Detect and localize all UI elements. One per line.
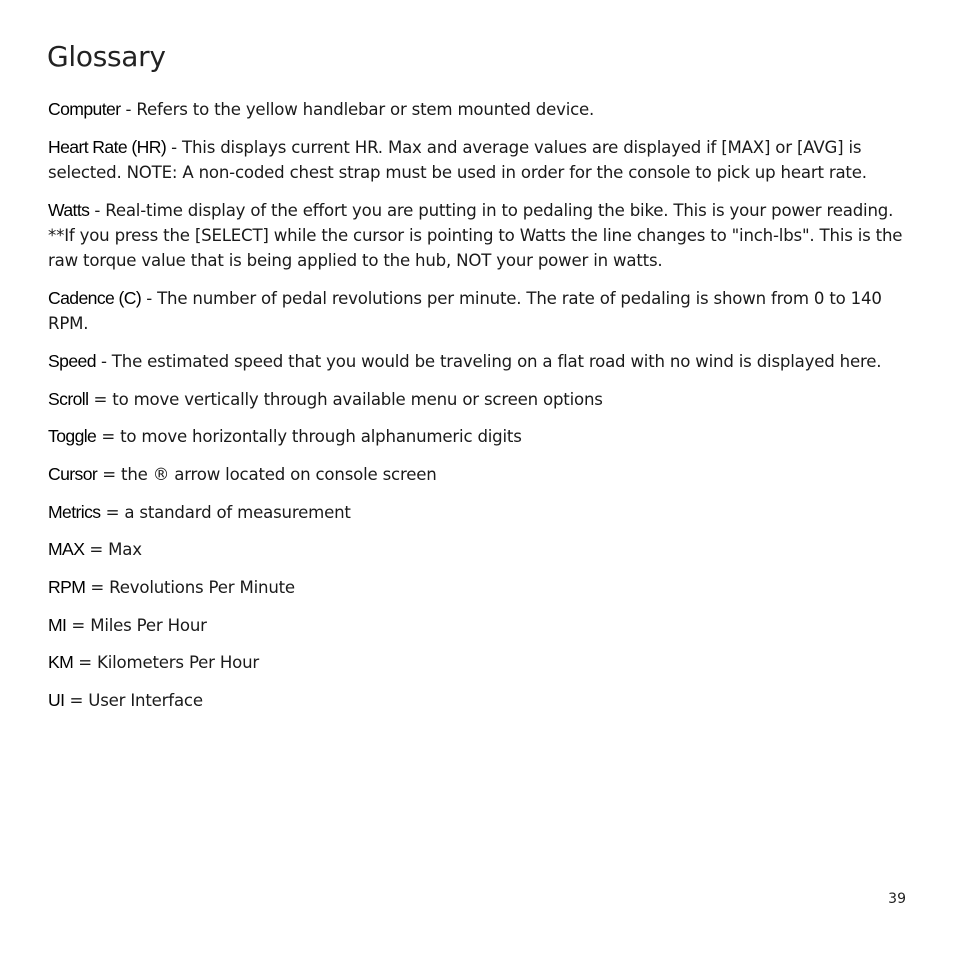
glossary-entry-computer — [48, 97, 914, 122]
glossary-definition: - Refers to the yellow handlebar or stem mounted device. — [120, 100, 595, 119]
page-title: Glossary — [47, 40, 166, 73]
glossary-entry-watts — [48, 198, 914, 274]
glossary-definition: = a standard of measurement — [100, 502, 351, 522]
glossary-entry-heart-rate — [48, 135, 914, 186]
glossary-entry-max — [48, 537, 914, 562]
glossary-definition: - The estimated speed that you would be traveling on a flat road with no wind is displayed here. — [95, 351, 882, 371]
glossary-entry-scroll — [48, 387, 914, 412]
glossary-definition: = Miles Per Hour — [66, 615, 207, 635]
glossary-entry-ui — [48, 688, 914, 713]
glossary-definition: = Kilometers Per Hour — [73, 653, 260, 673]
glossary-term: KM — [48, 652, 74, 673]
glossary-definition: = to move horizontally through alphanumeric digits — [96, 427, 522, 447]
glossary-definition: - This displays current HR. Max and average values are displayed if [MAX] or [AVG] is selected. NOTE: A non-coded chest strap must be used in order for the console to pick up heart rate. — [48, 137, 867, 182]
glossary-term: MI — [48, 614, 67, 635]
glossary-term: Metrics — [48, 501, 101, 522]
glossary-definition: = Max — [84, 540, 142, 560]
glossary-entry-cadence — [48, 286, 914, 337]
glossary-term: Computer — [48, 99, 121, 119]
glossary-term: UI — [48, 690, 65, 711]
glossary-definition: - The number of pedal revolutions per minute. The rate of pedaling is shown from 0 to 140 RPM. — [48, 288, 882, 334]
glossary-term: RPM — [48, 577, 86, 598]
glossary-term: Scroll — [48, 388, 89, 409]
glossary-entry-metrics — [48, 500, 914, 525]
glossary-definition: = Revolutions Per Minute — [85, 578, 295, 598]
glossary-term: MAX — [48, 539, 85, 560]
glossary-entry-toggle — [48, 424, 914, 449]
glossary-term: Speed — [48, 350, 96, 371]
glossary-entry-km — [48, 650, 914, 675]
glossary-definition: = the ® arrow located on console screen — [97, 465, 437, 484]
glossary-definition: = User Interface — [64, 691, 203, 711]
glossary-definition: - Real-time display of the effort you are putting in to pedaling the bike. This is your power reading. **If you press the [SELECT] while the cursor is pointing to Watts the line changes to "inch-lbs". This is the raw torque value that is being applied to the hub, NOT your power in watts. — [48, 200, 903, 271]
glossary-entry-rpm — [48, 575, 914, 600]
page-number: 39 — [888, 891, 906, 907]
glossary-entry-mi — [48, 613, 914, 638]
glossary-definition: = to move vertically through available menu or screen options — [88, 389, 603, 409]
glossary-list — [48, 97, 914, 726]
glossary-entry-cursor — [48, 462, 914, 487]
glossary-entry-speed — [48, 349, 914, 374]
glossary-term: Cadence (C) — [48, 287, 142, 308]
glossary-term: Watts — [48, 199, 90, 220]
glossary-term: Heart Rate (HR) — [48, 136, 167, 157]
glossary-term: Toggle — [48, 426, 97, 447]
glossary-term: Cursor — [48, 464, 98, 484]
